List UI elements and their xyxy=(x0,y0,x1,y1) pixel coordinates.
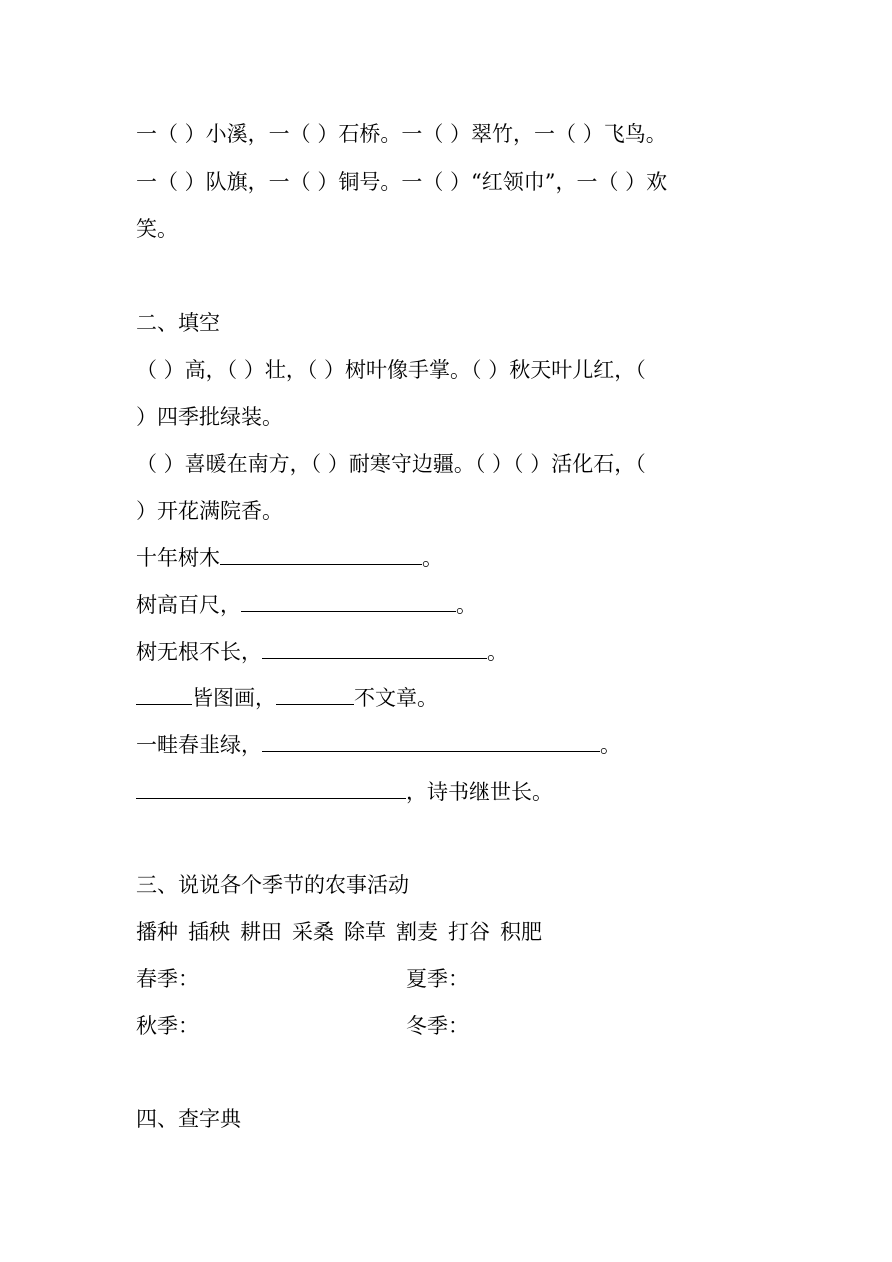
spring-label: 春季： xyxy=(136,967,199,991)
word-item: 耕田 xyxy=(240,920,282,944)
answer-blank[interactable] xyxy=(276,684,354,705)
section-heading-dictionary: 四、查字典 xyxy=(136,1107,241,1131)
proverb-fill-2 xyxy=(136,589,766,621)
proverb-2-end: 。 xyxy=(456,593,477,617)
summer-label: 夏季： xyxy=(406,967,469,991)
proverb-fill-1 xyxy=(136,542,766,574)
answer-blank[interactable] xyxy=(262,638,487,659)
proverb-3-text: 树无根不长， xyxy=(136,640,262,664)
section-heading-fill: 二、填空 xyxy=(136,311,220,335)
tree-rhyme-line-1: （ ）高，（ ）壮，（ ）树叶像手掌。（ ）秋天叶儿红，（ xyxy=(136,358,646,382)
proverb-5-text: 一畦春韭绿， xyxy=(136,733,262,757)
word-item: 播种 xyxy=(136,920,178,944)
tree-rhyme-line-2: ）四季批绿装。 xyxy=(136,405,283,429)
word-item: 积肥 xyxy=(500,920,542,944)
measure-word-line-1: 一（ ）小溪，一（ ）石桥。一（ ）翠竹，一（ ）飞鸟。 xyxy=(136,122,667,146)
winter-label: 冬季： xyxy=(406,1014,469,1038)
proverb-fill-5 xyxy=(136,729,766,761)
proverb-1-end: 。 xyxy=(422,546,443,570)
word-item: 插秧 xyxy=(188,920,230,944)
answer-blank[interactable] xyxy=(262,731,600,752)
word-item: 采桑 xyxy=(292,920,334,944)
answer-blank[interactable] xyxy=(220,544,422,565)
answer-blank[interactable] xyxy=(136,684,192,705)
proverb-fill-6 xyxy=(136,776,766,808)
word-item: 割麦 xyxy=(396,920,438,944)
farming-word-bank xyxy=(136,916,766,948)
tree-rhyme-line-3: （ ）喜暖在南方，（ ）耐寒守边疆。（ ）（ ）活化石，（ xyxy=(136,452,646,476)
proverb-1-text: 十年树木 xyxy=(136,546,220,570)
answer-blank[interactable] xyxy=(241,591,456,612)
measure-word-line-3: 笑。 xyxy=(136,217,178,241)
proverb-6-end: ，诗书继世长。 xyxy=(406,780,553,804)
word-item: 除草 xyxy=(344,920,386,944)
proverb-3-end: 。 xyxy=(487,640,508,664)
autumn-label: 秋季： xyxy=(136,1014,199,1038)
proverb-4-end: 不文章。 xyxy=(354,686,438,710)
proverb-2-text: 树高百尺， xyxy=(136,593,241,617)
section-heading-farming: 三、说说各个季节的农事活动 xyxy=(136,873,409,897)
proverb-fill-3 xyxy=(136,636,766,668)
proverb-fill-4 xyxy=(136,682,766,714)
word-item: 打谷 xyxy=(448,920,490,944)
proverb-5-end: 。 xyxy=(600,733,621,757)
answer-blank[interactable] xyxy=(136,778,406,799)
tree-rhyme-line-4: ）开花满院香。 xyxy=(136,499,283,523)
measure-word-line-2: 一（ ）队旗，一（ ）铜号。一（ ）“红领巾”，一（ ）欢 xyxy=(136,170,668,194)
proverb-4-mid: 皆图画， xyxy=(192,686,276,710)
